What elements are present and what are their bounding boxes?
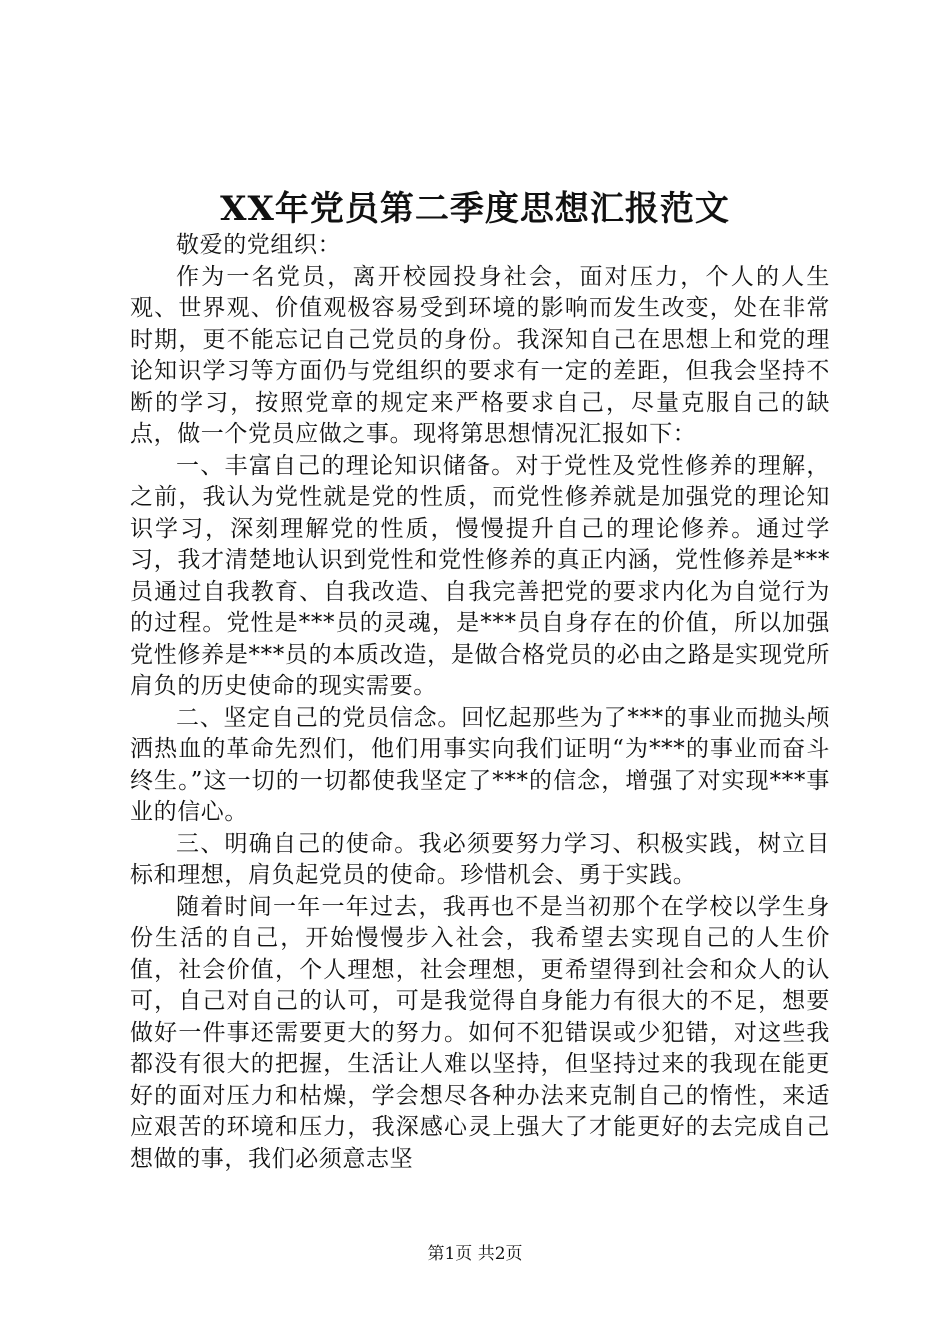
salutation: 敬爱的党组织： (176, 232, 342, 258)
page-title: XX年党员第二季度思想汇报范文 (220, 189, 730, 229)
paragraph: 三、明确自己的使命。我必须要努力学习、积极实践，树立目标和理想，肩负起党员的使命。珍惜机会、勇于实践。 (130, 830, 830, 888)
paragraph: 二、坚定自己的党员信念。回忆起那些为了***的事业而抛头颅洒热血的革命先烈们，他们用事实向我们证明“为***的事业而奋斗终生。”这一切的一切都使我坚定了***的信念，增强了对实现***事业的信心。 (130, 704, 830, 825)
document-body (130, 230, 830, 1175)
page-number-footer: 第1页 共2页 (427, 1244, 523, 1264)
paragraph: 随着时间一年一年过去，我再也不是当初那个在学校以学生身份生活的自己，开始慢慢步入社会，我希望去实现自己的人生价值，社会价值，个人理想，社会理想，更希望得到社会和众人的认可，自己对自己的认可，可是我觉得自身能力有很大的不足，想要做好一件事还需要更大的努力。如何不犯错误或少犯错，对这些我都没有很大的把握，生活让人难以坚持，但坚持过来的我现在能更好的面对压力和枯燥，学会想尽各种办法来克制自己的惰性，来适应艰苦的环境和压力，我深感心灵上强大了才能更好的去完成自己想做的事，我们必须意志坚 (130, 893, 830, 1172)
paragraph: 一、丰富自己的理论知识储备。对于党性及党性修养的理解，之前，我认为党性就是党的性质，而党性修养就是加强党的理论知识学习，深刻理解党的性质，慢慢提升自己的理论修养。通过学习，我才清楚地认识到党性和党性修养的真正内涵，党性修养是***员通过自我教育、自我改造、自我完善把党的要求内化为自觉行为的过程。党性是***员的灵魂，是***员自身存在的价值，所以加强党性修养是***员的本质改造，是做合格党员的必由之路是实现党所肩负的历史使命的现实需要。 (130, 452, 830, 699)
paragraph: 作为一名党员，离开校园投身社会，面对压力，个人的人生观、世界观、价值观极容易受到环境的影响而发生改变，处在非常时期，更不能忘记自己党员的身份。我深知自己在思想上和党的理论知识学习等方面仍与党组织的要求有一定的差距，但我会坚持不断的学习，按照党章的规定来严格要求自己，尽量克服自己的缺点，做一个党员应做之事。现将第思想情况汇报如下： (130, 263, 830, 447)
